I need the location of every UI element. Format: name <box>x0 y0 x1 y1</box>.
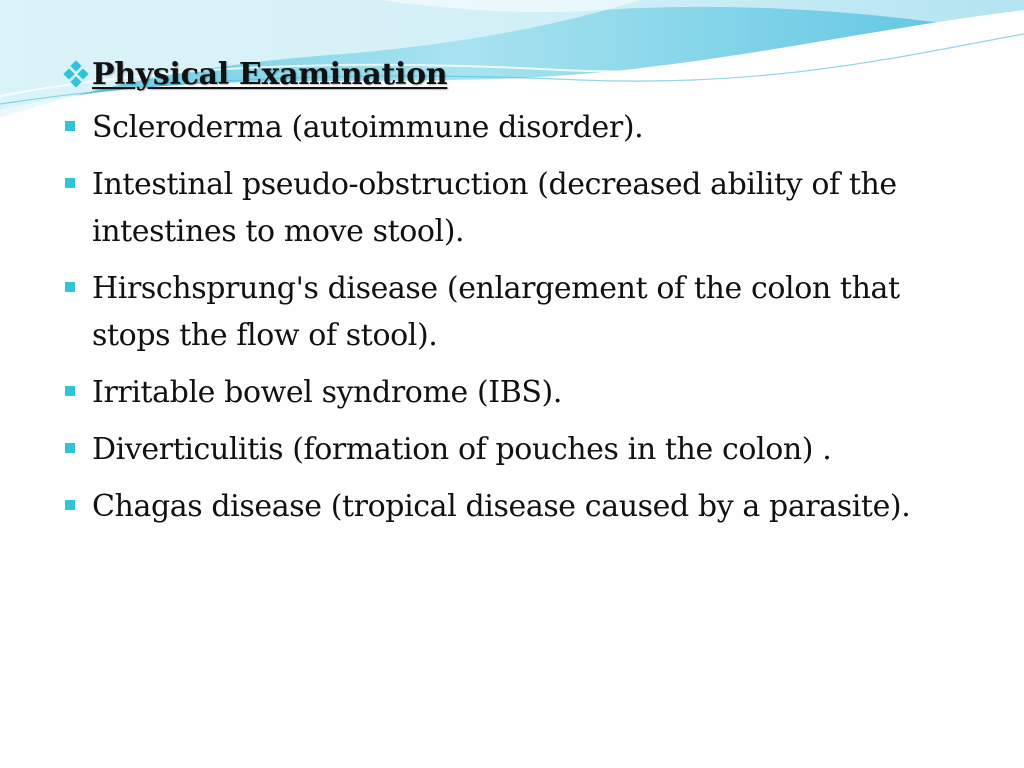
list-item-text: Chagas disease (tropical disease caused by a parasite). <box>92 489 911 524</box>
list-item-text: Irritable bowel syndrome (IBS). <box>92 375 562 410</box>
list-item-text: Diverticulitis (formation of pouches in the colon) . <box>92 432 832 467</box>
square-bullet-icon <box>65 500 75 510</box>
list-item <box>62 265 982 359</box>
list-item-text: Intestinal pseudo-obstruction (decreased ability of the intestines to move stool). <box>92 167 897 249</box>
list-item <box>62 104 982 151</box>
list-item <box>62 369 982 416</box>
list-item <box>62 161 982 255</box>
diamond-cluster-icon <box>62 59 92 89</box>
list-item <box>62 483 982 530</box>
square-bullet-icon <box>65 386 75 396</box>
list-item <box>62 426 982 473</box>
square-bullet-icon <box>65 282 75 292</box>
heading-row <box>62 48 982 100</box>
list-item-text: Scleroderma (autoimmune disorder). <box>92 110 644 145</box>
bullet-list <box>62 104 982 530</box>
slide-content <box>62 48 982 540</box>
square-bullet-icon <box>65 121 75 131</box>
slide-heading: Physical Examination <box>92 56 448 92</box>
square-bullet-icon <box>65 443 75 453</box>
list-item-text: Hirschsprung's disease (enlargement of the colon that stops the flow of stool). <box>92 271 900 353</box>
square-bullet-icon <box>65 178 75 188</box>
